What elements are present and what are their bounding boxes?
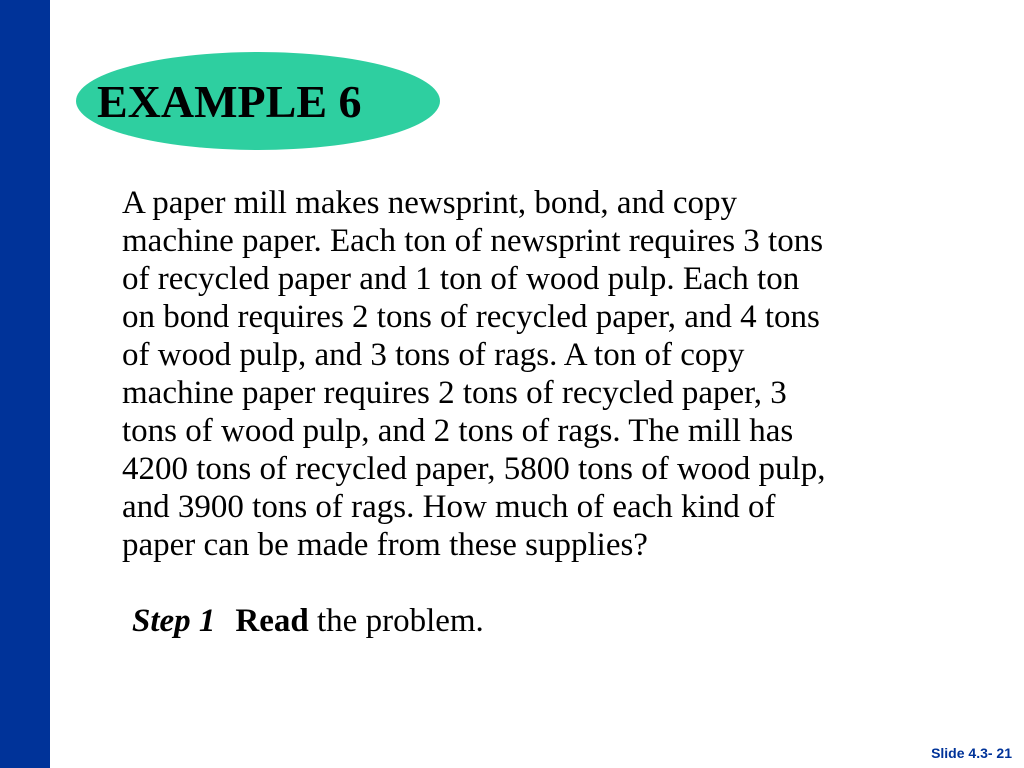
problem-line: machine paper requires 2 tons of recycled paper, 3 — [122, 375, 787, 411]
problem-line: on bond requires 2 tons of recycled paper, and 4 tons — [122, 299, 820, 335]
problem-line: paper can be made from these supplies? — [122, 527, 648, 563]
problem-line: of wood pulp, and 3 tons of rags. A ton of copy — [122, 337, 745, 373]
problem-line: tons of wood pulp, and 2 tons of rags. The mill has — [122, 413, 794, 449]
problem-line: A paper mill makes newsprint, bond, and copy — [122, 185, 737, 221]
step-text: the problem. — [308, 603, 484, 639]
problem-line: and 3900 tons of rags. How much of each kind of — [122, 489, 776, 525]
left-accent-bar — [0, 0, 50, 768]
step-instruction — [132, 601, 484, 641]
problem-line: of recycled paper and 1 ton of wood pulp. Each ton — [122, 261, 800, 297]
step-label: Step 1 — [132, 603, 216, 639]
problem-statement — [122, 184, 992, 564]
problem-line: machine paper. Each ton of newsprint requires 3 tons — [122, 223, 824, 259]
problem-line: 4200 tons of recycled paper, 5800 tons of wood pulp, — [122, 451, 826, 487]
step-verb: Read — [235, 603, 309, 639]
slide-number: Slide 4.3- 21 — [931, 745, 1012, 761]
slide-title: EXAMPLE 6 — [97, 76, 362, 127]
